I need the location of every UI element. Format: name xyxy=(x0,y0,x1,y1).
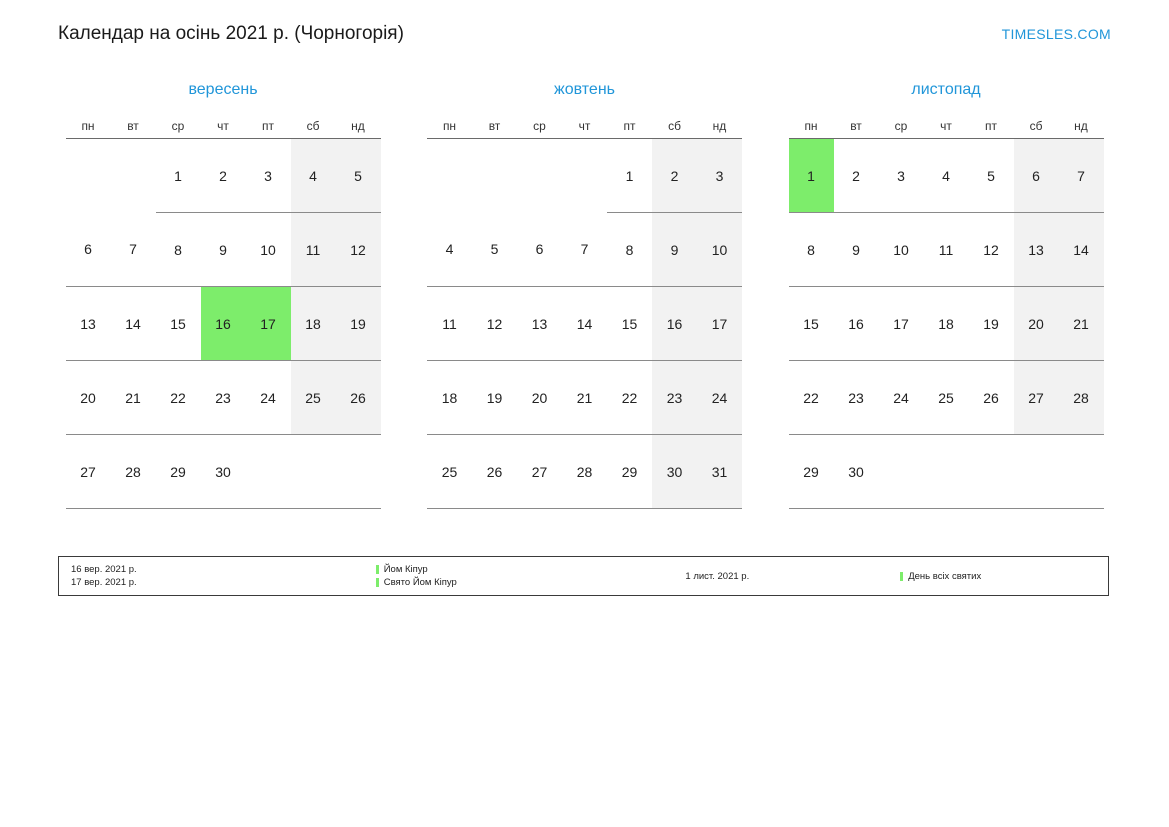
day-cell[interactable]: 17 xyxy=(697,287,742,361)
weekday-header: нд xyxy=(351,119,365,133)
week-row xyxy=(66,361,381,435)
day-cell-empty xyxy=(111,139,156,213)
legend-color-swatch xyxy=(900,572,903,581)
day-cell[interactable]: 30 xyxy=(834,435,879,509)
week-row xyxy=(427,287,742,361)
day-cell-empty xyxy=(562,139,607,213)
day-cell[interactable]: 13 xyxy=(66,287,111,361)
day-cell[interactable]: 22 xyxy=(156,361,201,435)
day-cell[interactable]: 20 xyxy=(517,361,562,435)
week-row xyxy=(66,213,381,287)
day-cell[interactable]: 7 xyxy=(1059,139,1104,213)
day-cell[interactable]: 13 xyxy=(1014,213,1059,287)
month-block xyxy=(420,80,750,509)
day-cell[interactable]: 18 xyxy=(924,287,969,361)
day-cell[interactable]: 10 xyxy=(879,213,924,287)
page-title: Календар на осінь 2021 р. (Чорногорія) xyxy=(58,23,404,44)
weekday-header: сб xyxy=(668,119,681,133)
day-cell-empty xyxy=(427,139,472,213)
weekday-header: сб xyxy=(1029,119,1043,133)
legend-text: День всіх святих xyxy=(908,570,982,582)
day-cell[interactable]: 11 xyxy=(291,213,336,287)
legend-dates-group-2 xyxy=(673,557,888,595)
day-cell[interactable]: 1 xyxy=(156,139,201,213)
month-name: вересень xyxy=(188,81,258,98)
weekday-header: ср xyxy=(533,119,546,133)
weekday-header: пт xyxy=(623,119,636,133)
weekday-header: пн xyxy=(804,119,818,133)
weekday-header: нд xyxy=(1074,119,1088,133)
day-cell[interactable]: 31 xyxy=(697,435,742,509)
day-cell[interactable]: 26 xyxy=(472,435,517,509)
day-cell[interactable]: 14 xyxy=(562,287,607,361)
day-cell[interactable]: 13 xyxy=(517,287,562,361)
day-cell[interactable]: 28 xyxy=(562,435,607,509)
legend-color-swatch xyxy=(376,578,379,587)
day-cell[interactable]: 7 xyxy=(562,213,607,287)
day-cell[interactable]: 3 xyxy=(879,139,924,213)
day-cell-empty xyxy=(969,435,1014,509)
weekday-header: пн xyxy=(442,119,457,133)
weekday-header: ср xyxy=(894,119,908,133)
day-cell[interactable]: 27 xyxy=(1014,361,1059,435)
week-row xyxy=(66,435,381,509)
day-cell[interactable]: 16 xyxy=(201,287,246,361)
day-cell-empty xyxy=(517,139,562,213)
legend-dates-group-1 xyxy=(59,557,364,595)
day-cell[interactable]: 4 xyxy=(924,139,969,213)
weekday-header: пн xyxy=(81,119,95,133)
legend-holiday-date xyxy=(685,570,888,583)
day-cell[interactable]: 20 xyxy=(66,361,111,435)
day-cell[interactable]: 16 xyxy=(652,287,697,361)
day-cell-empty xyxy=(924,435,969,509)
day-cell[interactable]: 6 xyxy=(517,213,562,287)
day-cell[interactable]: 15 xyxy=(156,287,201,361)
day-cell[interactable]: 18 xyxy=(427,361,472,435)
day-cell-empty xyxy=(291,435,336,509)
day-cell[interactable]: 11 xyxy=(924,213,969,287)
month-table xyxy=(789,114,1104,509)
legend-names-group-2 xyxy=(888,557,1108,595)
legend-names-group-1 xyxy=(364,557,674,595)
month-block xyxy=(781,80,1111,509)
day-cell[interactable]: 11 xyxy=(427,287,472,361)
legend-text: Йом Кіпур xyxy=(383,564,428,575)
month-block xyxy=(58,80,388,509)
month-table xyxy=(66,114,381,509)
week-row xyxy=(789,361,1104,435)
day-cell[interactable]: 5 xyxy=(472,213,517,287)
day-cell[interactable]: 5 xyxy=(969,139,1014,213)
day-cell[interactable]: 20 xyxy=(1014,287,1059,361)
month-name: жовтень xyxy=(554,81,615,98)
day-cell[interactable]: 27 xyxy=(66,435,111,509)
day-cell[interactable]: 16 xyxy=(834,287,879,361)
legend-holiday-name xyxy=(900,570,1108,583)
month-table xyxy=(427,114,742,509)
page-header xyxy=(58,18,1111,50)
day-cell[interactable]: 9 xyxy=(652,213,697,287)
weekday-header: чт xyxy=(578,119,591,133)
weekday-header: ср xyxy=(171,119,185,133)
day-cell[interactable]: 17 xyxy=(246,287,291,361)
day-cell-empty xyxy=(246,435,291,509)
week-row xyxy=(789,287,1104,361)
day-cell[interactable]: 19 xyxy=(336,287,381,361)
day-cell[interactable]: 15 xyxy=(789,287,834,361)
day-cell[interactable]: 1 xyxy=(607,139,652,213)
week-row xyxy=(427,139,742,213)
day-cell[interactable]: 21 xyxy=(562,361,607,435)
day-cell[interactable]: 7 xyxy=(111,213,156,287)
week-row xyxy=(66,287,381,361)
day-cell[interactable]: 2 xyxy=(652,139,697,213)
day-cell[interactable]: 12 xyxy=(336,213,381,287)
week-row xyxy=(427,361,742,435)
day-cell[interactable]: 18 xyxy=(291,287,336,361)
day-cell[interactable]: 14 xyxy=(1059,213,1104,287)
day-cell[interactable]: 25 xyxy=(291,361,336,435)
day-cell[interactable]: 24 xyxy=(246,361,291,435)
day-cell[interactable]: 28 xyxy=(1059,361,1104,435)
day-cell[interactable]: 14 xyxy=(111,287,156,361)
day-cell-empty xyxy=(66,139,111,213)
day-cell[interactable]: 1 xyxy=(789,139,834,213)
day-cell[interactable]: 10 xyxy=(697,213,742,287)
weekday-header: сб xyxy=(306,119,320,133)
legend-holiday-date xyxy=(71,576,364,589)
day-cell[interactable]: 12 xyxy=(472,287,517,361)
weekday-header: вт xyxy=(488,119,501,133)
day-cell[interactable]: 9 xyxy=(834,213,879,287)
week-row xyxy=(66,139,381,213)
day-cell[interactable]: 29 xyxy=(789,435,834,509)
weekday-header: чт xyxy=(217,119,229,133)
weekday-header: пт xyxy=(262,119,274,133)
day-cell[interactable]: 17 xyxy=(879,287,924,361)
day-cell[interactable]: 8 xyxy=(607,213,652,287)
day-cell[interactable]: 23 xyxy=(834,361,879,435)
day-cell[interactable]: 30 xyxy=(652,435,697,509)
weekday-header: вт xyxy=(127,119,139,133)
day-cell[interactable]: 15 xyxy=(607,287,652,361)
day-cell[interactable]: 5 xyxy=(336,139,381,213)
day-cell[interactable]: 4 xyxy=(427,213,472,287)
day-cell[interactable]: 24 xyxy=(697,361,742,435)
week-row xyxy=(427,435,742,509)
day-cell[interactable]: 9 xyxy=(201,213,246,287)
months-container xyxy=(58,80,1111,509)
legend-text: 17 вер. 2021 р. xyxy=(71,577,137,588)
day-cell[interactable]: 29 xyxy=(156,435,201,509)
day-cell[interactable]: 26 xyxy=(336,361,381,435)
week-row xyxy=(789,435,1104,509)
week-row xyxy=(789,139,1104,213)
legend-text: 16 вер. 2021 р. xyxy=(71,564,137,575)
site-brand-link[interactable]: TIMESLES.COM xyxy=(1001,26,1111,42)
day-cell[interactable]: 21 xyxy=(111,361,156,435)
legend-holiday-name xyxy=(376,576,674,589)
legend-box xyxy=(58,556,1109,596)
week-row xyxy=(789,213,1104,287)
day-cell[interactable]: 30 xyxy=(201,435,246,509)
weekday-header: чт xyxy=(940,119,952,133)
day-cell[interactable]: 27 xyxy=(517,435,562,509)
day-cell[interactable]: 22 xyxy=(789,361,834,435)
legend-text: Свято Йом Кіпур xyxy=(383,577,457,588)
day-cell[interactable]: 28 xyxy=(111,435,156,509)
legend-text: 1 лист. 2021 р. xyxy=(685,570,750,582)
day-cell[interactable]: 3 xyxy=(697,139,742,213)
day-cell[interactable]: 3 xyxy=(246,139,291,213)
day-cell[interactable]: 12 xyxy=(969,213,1014,287)
day-cell[interactable]: 19 xyxy=(472,361,517,435)
day-cell[interactable]: 22 xyxy=(607,361,652,435)
day-cell[interactable]: 2 xyxy=(201,139,246,213)
day-cell-empty xyxy=(472,139,517,213)
week-row xyxy=(427,213,742,287)
day-cell[interactable]: 24 xyxy=(879,361,924,435)
day-cell[interactable]: 29 xyxy=(607,435,652,509)
day-cell[interactable]: 25 xyxy=(427,435,472,509)
day-cell[interactable]: 25 xyxy=(924,361,969,435)
day-cell-empty xyxy=(879,435,924,509)
month-name: листопад xyxy=(911,81,981,98)
day-cell[interactable]: 8 xyxy=(156,213,201,287)
day-cell-empty xyxy=(1059,435,1104,509)
legend-holiday-date xyxy=(71,563,364,576)
day-cell[interactable]: 19 xyxy=(969,287,1014,361)
day-cell[interactable]: 4 xyxy=(291,139,336,213)
day-cell[interactable]: 10 xyxy=(246,213,291,287)
day-cell[interactable]: 26 xyxy=(969,361,1014,435)
day-cell[interactable]: 6 xyxy=(1014,139,1059,213)
day-cell[interactable]: 8 xyxy=(789,213,834,287)
legend-color-swatch xyxy=(376,565,379,574)
day-cell[interactable]: 6 xyxy=(66,213,111,287)
weekday-header: вт xyxy=(850,119,862,133)
day-cell[interactable]: 2 xyxy=(834,139,879,213)
weekday-header: пт xyxy=(985,119,997,133)
day-cell-empty xyxy=(1014,435,1059,509)
day-cell-empty xyxy=(336,435,381,509)
weekday-header: нд xyxy=(712,119,727,133)
day-cell[interactable]: 23 xyxy=(201,361,246,435)
legend-holiday-name xyxy=(376,563,674,576)
day-cell[interactable]: 21 xyxy=(1059,287,1104,361)
day-cell[interactable]: 23 xyxy=(652,361,697,435)
